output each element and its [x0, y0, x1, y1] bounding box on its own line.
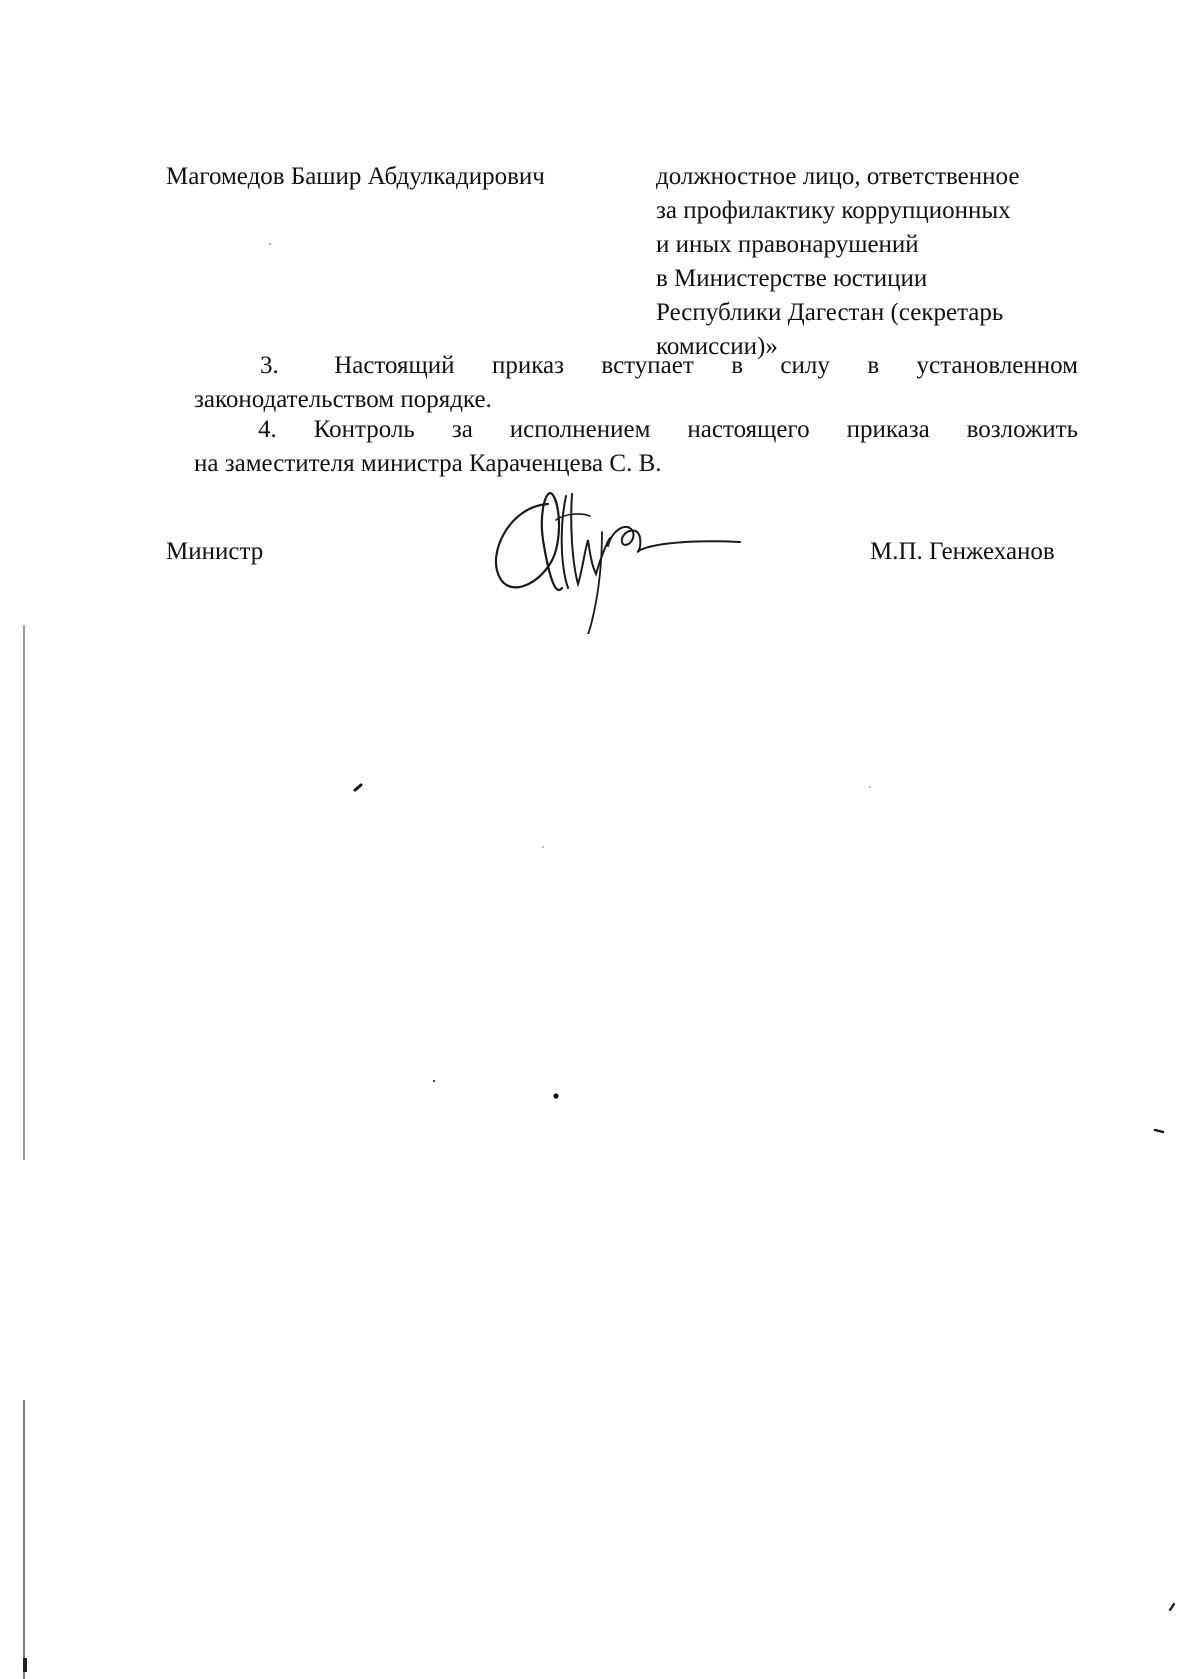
paragraph-4-continuation: на заместителя министра Караченцева С. В. [194, 450, 662, 477]
paragraph-3 [194, 349, 1078, 417]
role-line: и иных правонарушений [656, 231, 919, 258]
role-line: в Министерстве юстиции [656, 265, 928, 292]
role-line: должностное лицо, ответственное [656, 163, 1020, 190]
paragraph-number: 4. [258, 416, 277, 443]
role-line: Республики Дагестан (секретарь [656, 299, 1004, 326]
signatory-name: М.П. Генжеханов [870, 538, 1055, 565]
paragraph-4-text: Контроль за исполнением настоящего приказа возложить [313, 416, 1079, 443]
paragraph-4-first-line [194, 413, 1078, 447]
role-line: за профилактику коррупционных [656, 197, 1011, 224]
paragraph-3-first-line [194, 349, 1078, 383]
paragraph-number: 3. [260, 352, 279, 379]
commission-member-name: Магомедов Башир Абдулкадирович [166, 163, 545, 190]
paragraph-3-text: Настоящий приказ вступает в силу в установленном [334, 352, 1078, 379]
role-line: комиссии)» [656, 333, 778, 360]
signatory-title: Министр [166, 538, 264, 565]
paragraph-4 [194, 413, 1078, 481]
paragraph-3-continuation: законодательством порядке. [194, 386, 492, 413]
handwritten-signature [490, 484, 770, 634]
commission-member-role [656, 160, 1076, 364]
